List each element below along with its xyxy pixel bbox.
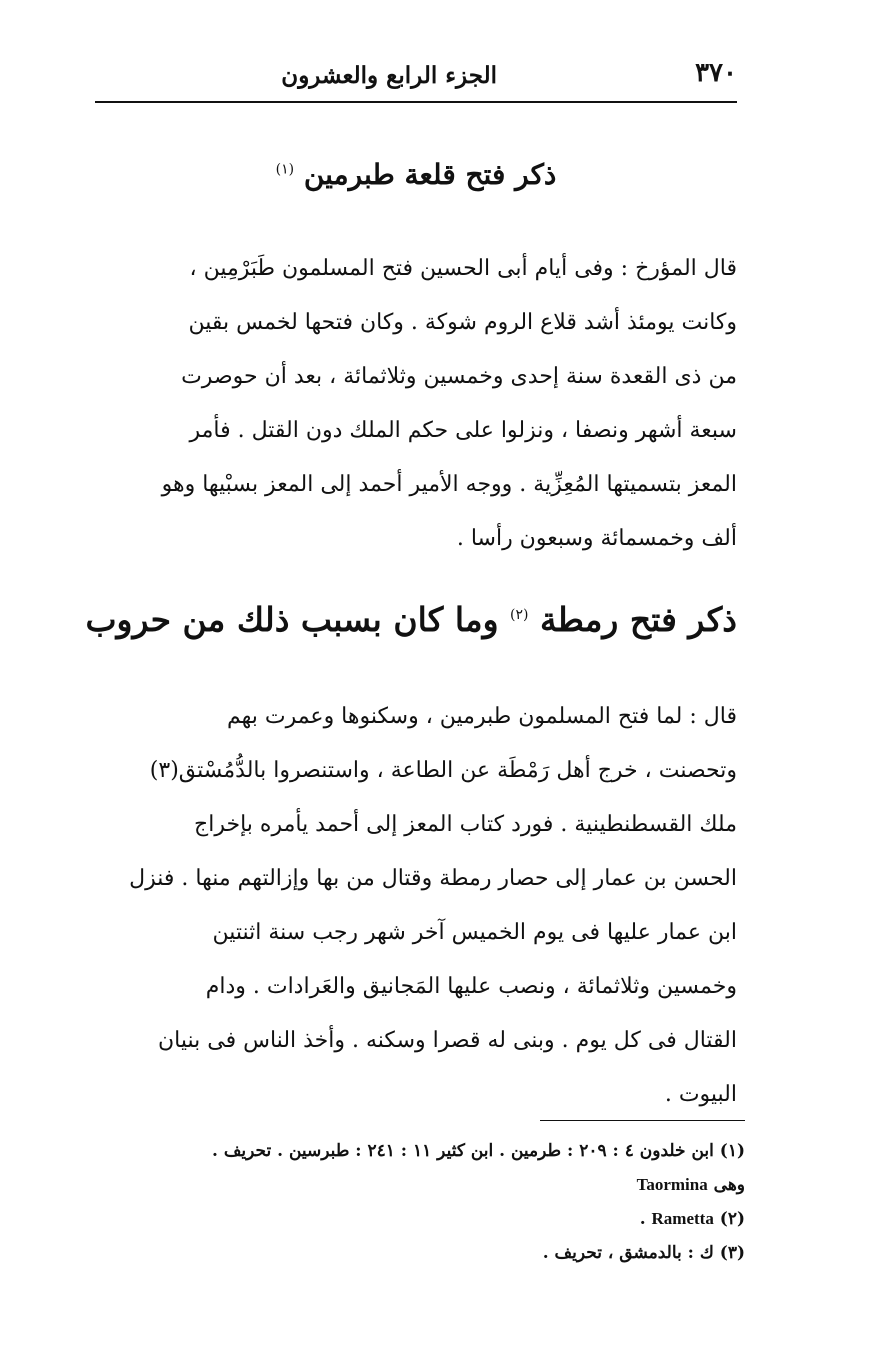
footnote-2-latin: Rametta (651, 1209, 714, 1228)
text-line: سبعة أشهر ونصفا ، ونزلوا على حكم الملك دون القتل . فأمر (189, 418, 737, 443)
text-line: المعز بتسميتها المُعِزِّية . ووجه الأمير أحمد إلى المعز بسبْيها وهو (161, 472, 737, 497)
text-line: قال : لما فتح المسلمون طبرمين ، وسكنوها وعمرت بهم (226, 704, 737, 729)
footnote-rule (540, 1120, 745, 1121)
footnote-2-marker: (٢) (719, 1209, 745, 1229)
text-line: وتحصنت ، خرج أهل رَمْطَة عن الطاعة ، واستنصروا بالدُّمُسْتق(٣) (149, 758, 737, 783)
text-line: القتال فى كل يوم . وبنى له قصرا وسكنه . وأخذ الناس فى بنيان (158, 1028, 737, 1053)
text-line: ألف وخمسمائة وسبعون رأسا . (456, 526, 737, 551)
footnote-2 (105, 1202, 745, 1236)
text-line: قال المؤرخ : وفى أيام أبى الحسين فتح المسلمون طَبَرْمِين ، (189, 256, 737, 281)
footnote-ref-2[interactable]: (٢) (510, 607, 529, 623)
text-line: وخمسين وثلاثمائة ، ونصب عليها المَجانيق والعَرادات . ودام (205, 974, 737, 999)
paragraph-rametta (105, 690, 737, 1122)
text-line: الحسن بن عمار إلى حصار رمطة وقتال من بها وإزالتهم منها . فنزل (129, 866, 737, 891)
running-title: الجزء الرابع والعشرون (281, 62, 497, 89)
section-heading-taormina (95, 158, 737, 191)
header-rule (95, 101, 737, 103)
footnote-1-continuation (105, 1168, 745, 1202)
section-heading-rametta (85, 600, 737, 639)
footnote-1: (١) ابن خلدون ٤ : ٢٠٩ : طرمين . ابن كثير ١١ : ٢٤١ : طبرسين . تحريف . (211, 1141, 745, 1161)
footnote-1-latin: Taormina (636, 1175, 708, 1194)
text-line: ملك القسطنطينية . فورد كتاب المعز إلى أحمد يأمره بإخراج (194, 812, 737, 837)
text-line: وكانت يومئذ أشد قلاع الروم شوكة . وكان فتحها لخمس بقين (188, 310, 737, 335)
footnote-2-end: . (639, 1209, 646, 1229)
paragraph-taormina (105, 242, 737, 566)
heading-text: ذكر فتح قلعة طبرمين (303, 158, 557, 191)
text-line: ابن عمار عليها فى يوم الخميس آخر شهر رجب سنة اثنتين (212, 920, 737, 945)
heading-text-part1: ذكر فتح رمطة (539, 600, 737, 639)
heading-text-part2: وما كان بسبب ذلك من حروب (85, 600, 499, 639)
text-line: من ذى القعدة سنة إحدى وخمسين وثلاثمائة ، بعد أن حوصرت (181, 364, 737, 389)
footnote-ref-1[interactable]: (١) (275, 161, 295, 178)
footnote-1-arabic: وهى (713, 1175, 745, 1195)
page-number: ٣٧٠ (695, 58, 737, 88)
footnote-3: (٣) ك : بالدمشق ، تحريف . (542, 1243, 745, 1263)
footnotes (105, 1134, 745, 1270)
text-line: البيوت . (664, 1082, 737, 1107)
page-header (95, 52, 737, 102)
